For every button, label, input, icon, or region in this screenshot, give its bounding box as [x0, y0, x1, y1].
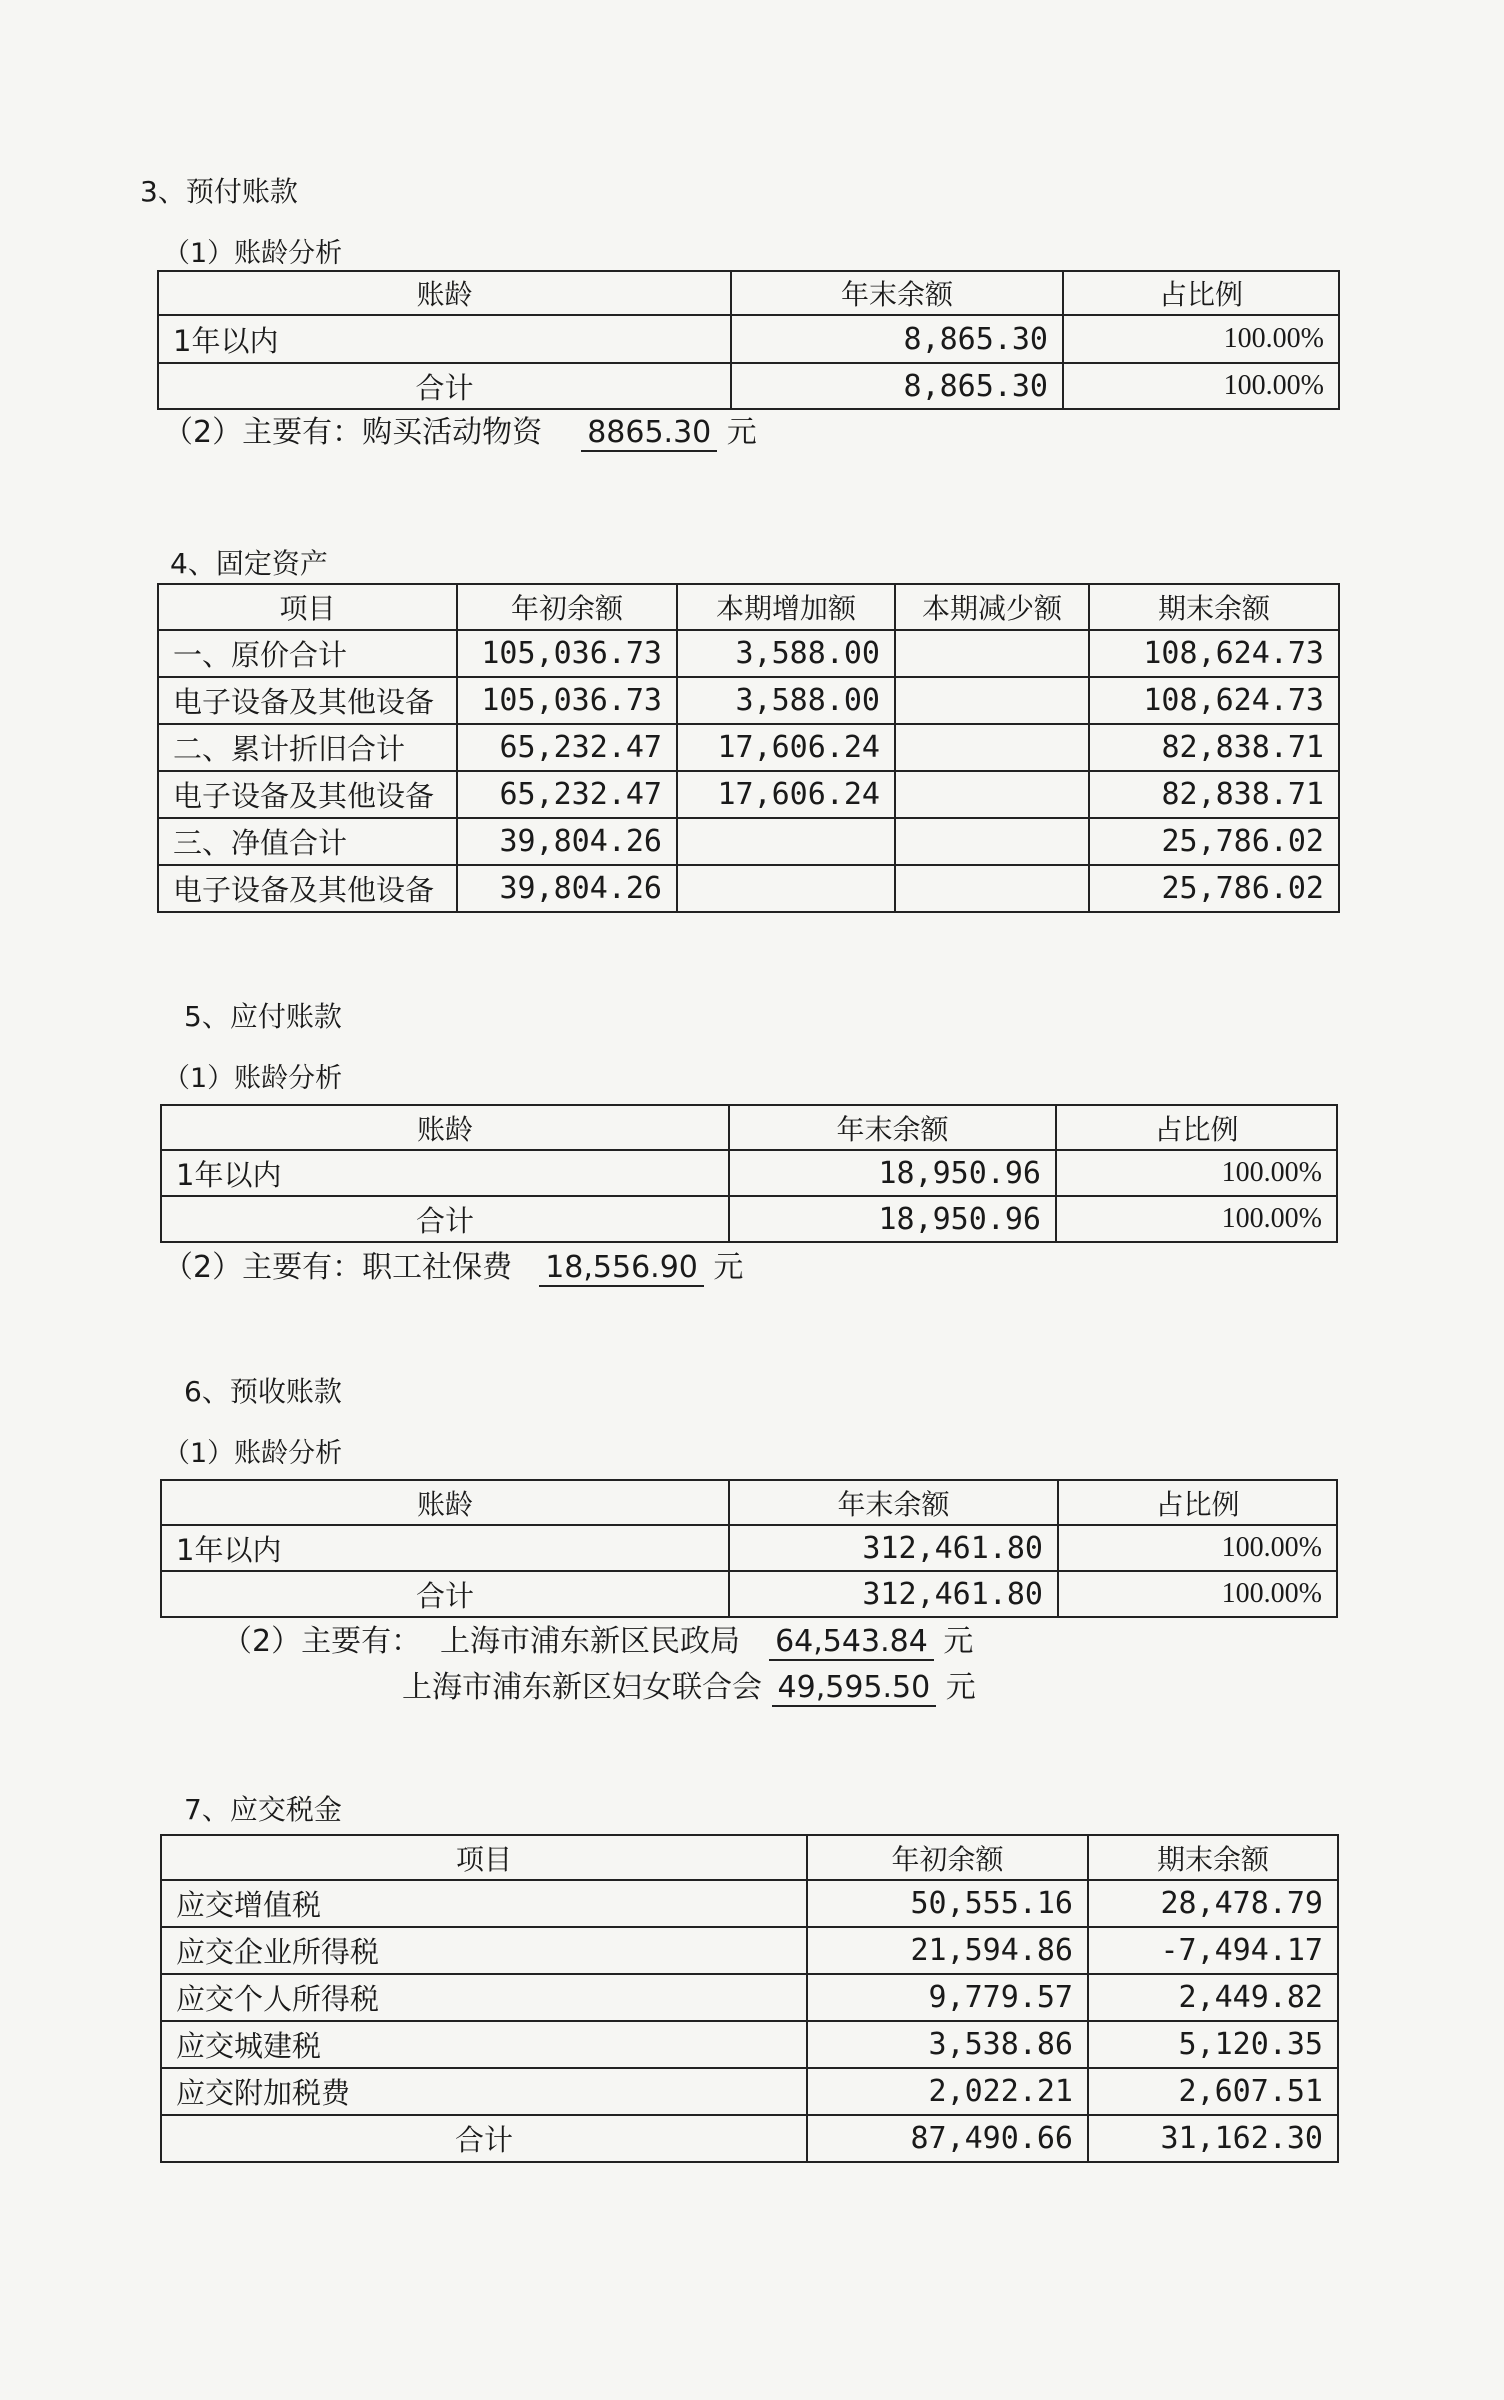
section-6-note-line-2 — [402, 1670, 976, 1705]
section-3-subtitle: （1）账龄分析 — [163, 238, 343, 269]
total-label-cell: 合计 — [161, 2115, 807, 2162]
section-6-title: 6、预收账款 — [184, 1375, 342, 1408]
section-6-subtitle: （1）账龄分析 — [163, 1438, 343, 1469]
payer-name: 上海市浦东新区妇女联合会 — [402, 1670, 762, 1705]
amount-cell: 18,950.96 — [729, 1196, 1056, 1242]
ratio-cell: 100.00% — [1063, 363, 1339, 409]
table-row — [161, 1525, 1337, 1571]
amount-cell: 5,120.35 — [1088, 2021, 1338, 2068]
table-row-total — [161, 1196, 1337, 1242]
advance-receipts-aging-table — [160, 1479, 1338, 1618]
amount-cell — [895, 771, 1089, 818]
payer-unit: 元 — [943, 1624, 974, 1659]
header-cell: 账龄 — [161, 1480, 729, 1525]
ratio-cell: 100.00% — [1063, 315, 1339, 363]
header-cell: 占比例 — [1056, 1105, 1337, 1150]
amount-cell: 108,624.73 — [1089, 630, 1339, 677]
tax-item-cell: 应交附加税费 — [161, 2068, 807, 2115]
amount-cell: 39,804.26 — [457, 865, 677, 912]
section-4-title: 4、固定资产 — [170, 547, 328, 580]
amount-cell: 18,950.96 — [729, 1150, 1056, 1196]
header-cell: 期末余额 — [1089, 584, 1339, 630]
table-row-total — [161, 2115, 1338, 2162]
header-cell: 期末余额 — [1088, 1835, 1338, 1880]
header-cell: 年初余额 — [457, 584, 677, 630]
tax-item-cell: 应交城建税 — [161, 2021, 807, 2068]
amount-cell: 87,490.66 — [807, 2115, 1088, 2162]
ratio-cell: 100.00% — [1056, 1150, 1337, 1196]
table-row — [158, 724, 1339, 771]
header-cell: 年末余额 — [729, 1105, 1056, 1150]
amount-cell: 108,624.73 — [1089, 677, 1339, 724]
amount-cell — [895, 818, 1089, 865]
payer-unit: 元 — [945, 1670, 976, 1705]
header-cell: 项目 — [161, 1835, 807, 1880]
amount-cell: 25,786.02 — [1089, 865, 1339, 912]
section-6-note-line-1 — [440, 1624, 974, 1659]
header-cell: 占比例 — [1063, 271, 1339, 315]
prepayment-aging-table — [157, 270, 1340, 410]
amount-cell: 25,786.02 — [1089, 818, 1339, 865]
table-row — [158, 630, 1339, 677]
section-5-title: 5、应付账款 — [184, 1000, 342, 1033]
total-label-cell: 合计 — [158, 363, 731, 409]
tax-item-cell: 应交企业所得税 — [161, 1927, 807, 1974]
table-row — [161, 2068, 1338, 2115]
header-cell: 占比例 — [1058, 1480, 1337, 1525]
ratio-cell: 100.00% — [1058, 1525, 1337, 1571]
note-unit: 元 — [726, 415, 757, 450]
amount-cell — [895, 630, 1089, 677]
amount-cell: 2,607.51 — [1088, 2068, 1338, 2115]
amount-cell: 3,588.00 — [677, 677, 895, 724]
note-amount: 18,556.90 — [539, 1250, 704, 1287]
payer-amount: 49,595.50 — [772, 1670, 937, 1707]
payer-amount: 64,543.84 — [769, 1624, 934, 1661]
header-cell: 本期增加额 — [677, 584, 895, 630]
total-label-cell: 合计 — [161, 1196, 729, 1242]
amount-cell: 312,461.80 — [729, 1571, 1058, 1617]
section-5-subtitle: （1）账龄分析 — [163, 1063, 343, 1094]
amount-cell: 8,865.30 — [731, 315, 1063, 363]
item-cell: 电子设备及其他设备 — [158, 865, 457, 912]
amount-cell: 3,538.86 — [807, 2021, 1088, 2068]
aging-cell: 1年以内 — [161, 1525, 729, 1571]
amount-cell: 39,804.26 — [457, 818, 677, 865]
amount-cell: 65,232.47 — [457, 724, 677, 771]
amount-cell: 17,606.24 — [677, 771, 895, 818]
amount-cell: 31,162.30 — [1088, 2115, 1338, 2162]
amount-cell: 105,036.73 — [457, 677, 677, 724]
section-3-note — [163, 415, 757, 450]
section-5-note — [163, 1250, 744, 1285]
fixed-assets-table — [157, 583, 1340, 913]
tax-item-cell: 应交个人所得税 — [161, 1974, 807, 2021]
aging-cell: 1年以内 — [161, 1150, 729, 1196]
amount-cell: 17,606.24 — [677, 724, 895, 771]
table-row — [161, 1974, 1338, 2021]
table-row — [158, 771, 1339, 818]
amount-cell: 2,449.82 — [1088, 1974, 1338, 2021]
amount-cell: 82,838.71 — [1089, 771, 1339, 818]
table-row — [161, 1927, 1338, 1974]
aging-cell: 1年以内 — [158, 315, 731, 363]
table-row — [158, 677, 1339, 724]
payables-aging-table — [160, 1104, 1338, 1243]
header-cell: 年初余额 — [807, 1835, 1088, 1880]
amount-cell: 105,036.73 — [457, 630, 677, 677]
header-cell: 本期减少额 — [895, 584, 1089, 630]
header-cell: 账龄 — [158, 271, 731, 315]
table-header-row — [161, 1835, 1338, 1880]
note-label: （2）主要有：职工社保费 — [163, 1250, 513, 1285]
table-header-row — [158, 271, 1339, 315]
amount-cell: 82,838.71 — [1089, 724, 1339, 771]
amount-cell: 3,588.00 — [677, 630, 895, 677]
table-header-row — [161, 1480, 1337, 1525]
amount-cell: 8,865.30 — [731, 363, 1063, 409]
amount-cell — [895, 724, 1089, 771]
item-cell: 二、累计折旧合计 — [158, 724, 457, 771]
table-row — [158, 315, 1339, 363]
item-cell: 电子设备及其他设备 — [158, 677, 457, 724]
payer-name: 上海市浦东新区民政局 — [440, 1624, 740, 1659]
amount-cell: 9,779.57 — [807, 1974, 1088, 2021]
ratio-cell: 100.00% — [1056, 1196, 1337, 1242]
note-label: （2）主要有：购买活动物资 — [163, 415, 543, 450]
note-amount: 8865.30 — [581, 415, 717, 452]
table-row — [158, 865, 1339, 912]
total-label-cell: 合计 — [161, 1571, 729, 1617]
amount-cell — [895, 677, 1089, 724]
amount-cell: 21,594.86 — [807, 1927, 1088, 1974]
table-row — [158, 818, 1339, 865]
amount-cell — [677, 865, 895, 912]
item-cell: 电子设备及其他设备 — [158, 771, 457, 818]
table-row — [161, 1150, 1337, 1196]
table-row — [161, 1880, 1338, 1927]
table-row-total — [158, 363, 1339, 409]
table-header-row — [158, 584, 1339, 630]
item-cell: 一、原价合计 — [158, 630, 457, 677]
amount-cell: 312,461.80 — [729, 1525, 1058, 1571]
table-row-total — [161, 1571, 1337, 1617]
taxes-payable-table — [160, 1834, 1339, 2163]
amount-cell: 28,478.79 — [1088, 1880, 1338, 1927]
amount-cell: -7,494.17 — [1088, 1927, 1338, 1974]
header-cell: 年末余额 — [731, 271, 1063, 315]
header-cell: 项目 — [158, 584, 457, 630]
note-unit: 元 — [713, 1250, 744, 1285]
table-header-row — [161, 1105, 1337, 1150]
amount-cell — [895, 865, 1089, 912]
ratio-cell: 100.00% — [1058, 1571, 1337, 1617]
amount-cell: 50,555.16 — [807, 1880, 1088, 1927]
section-7-title: 7、应交税金 — [184, 1793, 342, 1826]
item-cell: 三、净值合计 — [158, 818, 457, 865]
amount-cell: 2,022.21 — [807, 2068, 1088, 2115]
tax-item-cell: 应交增值税 — [161, 1880, 807, 1927]
section-6-note-label: （2）主要有： — [222, 1624, 422, 1659]
amount-cell: 65,232.47 — [457, 771, 677, 818]
table-row — [161, 2021, 1338, 2068]
header-cell: 年末余额 — [729, 1480, 1058, 1525]
amount-cell — [677, 818, 895, 865]
section-3-title: 3、预付账款 — [140, 175, 298, 208]
header-cell: 账龄 — [161, 1105, 729, 1150]
